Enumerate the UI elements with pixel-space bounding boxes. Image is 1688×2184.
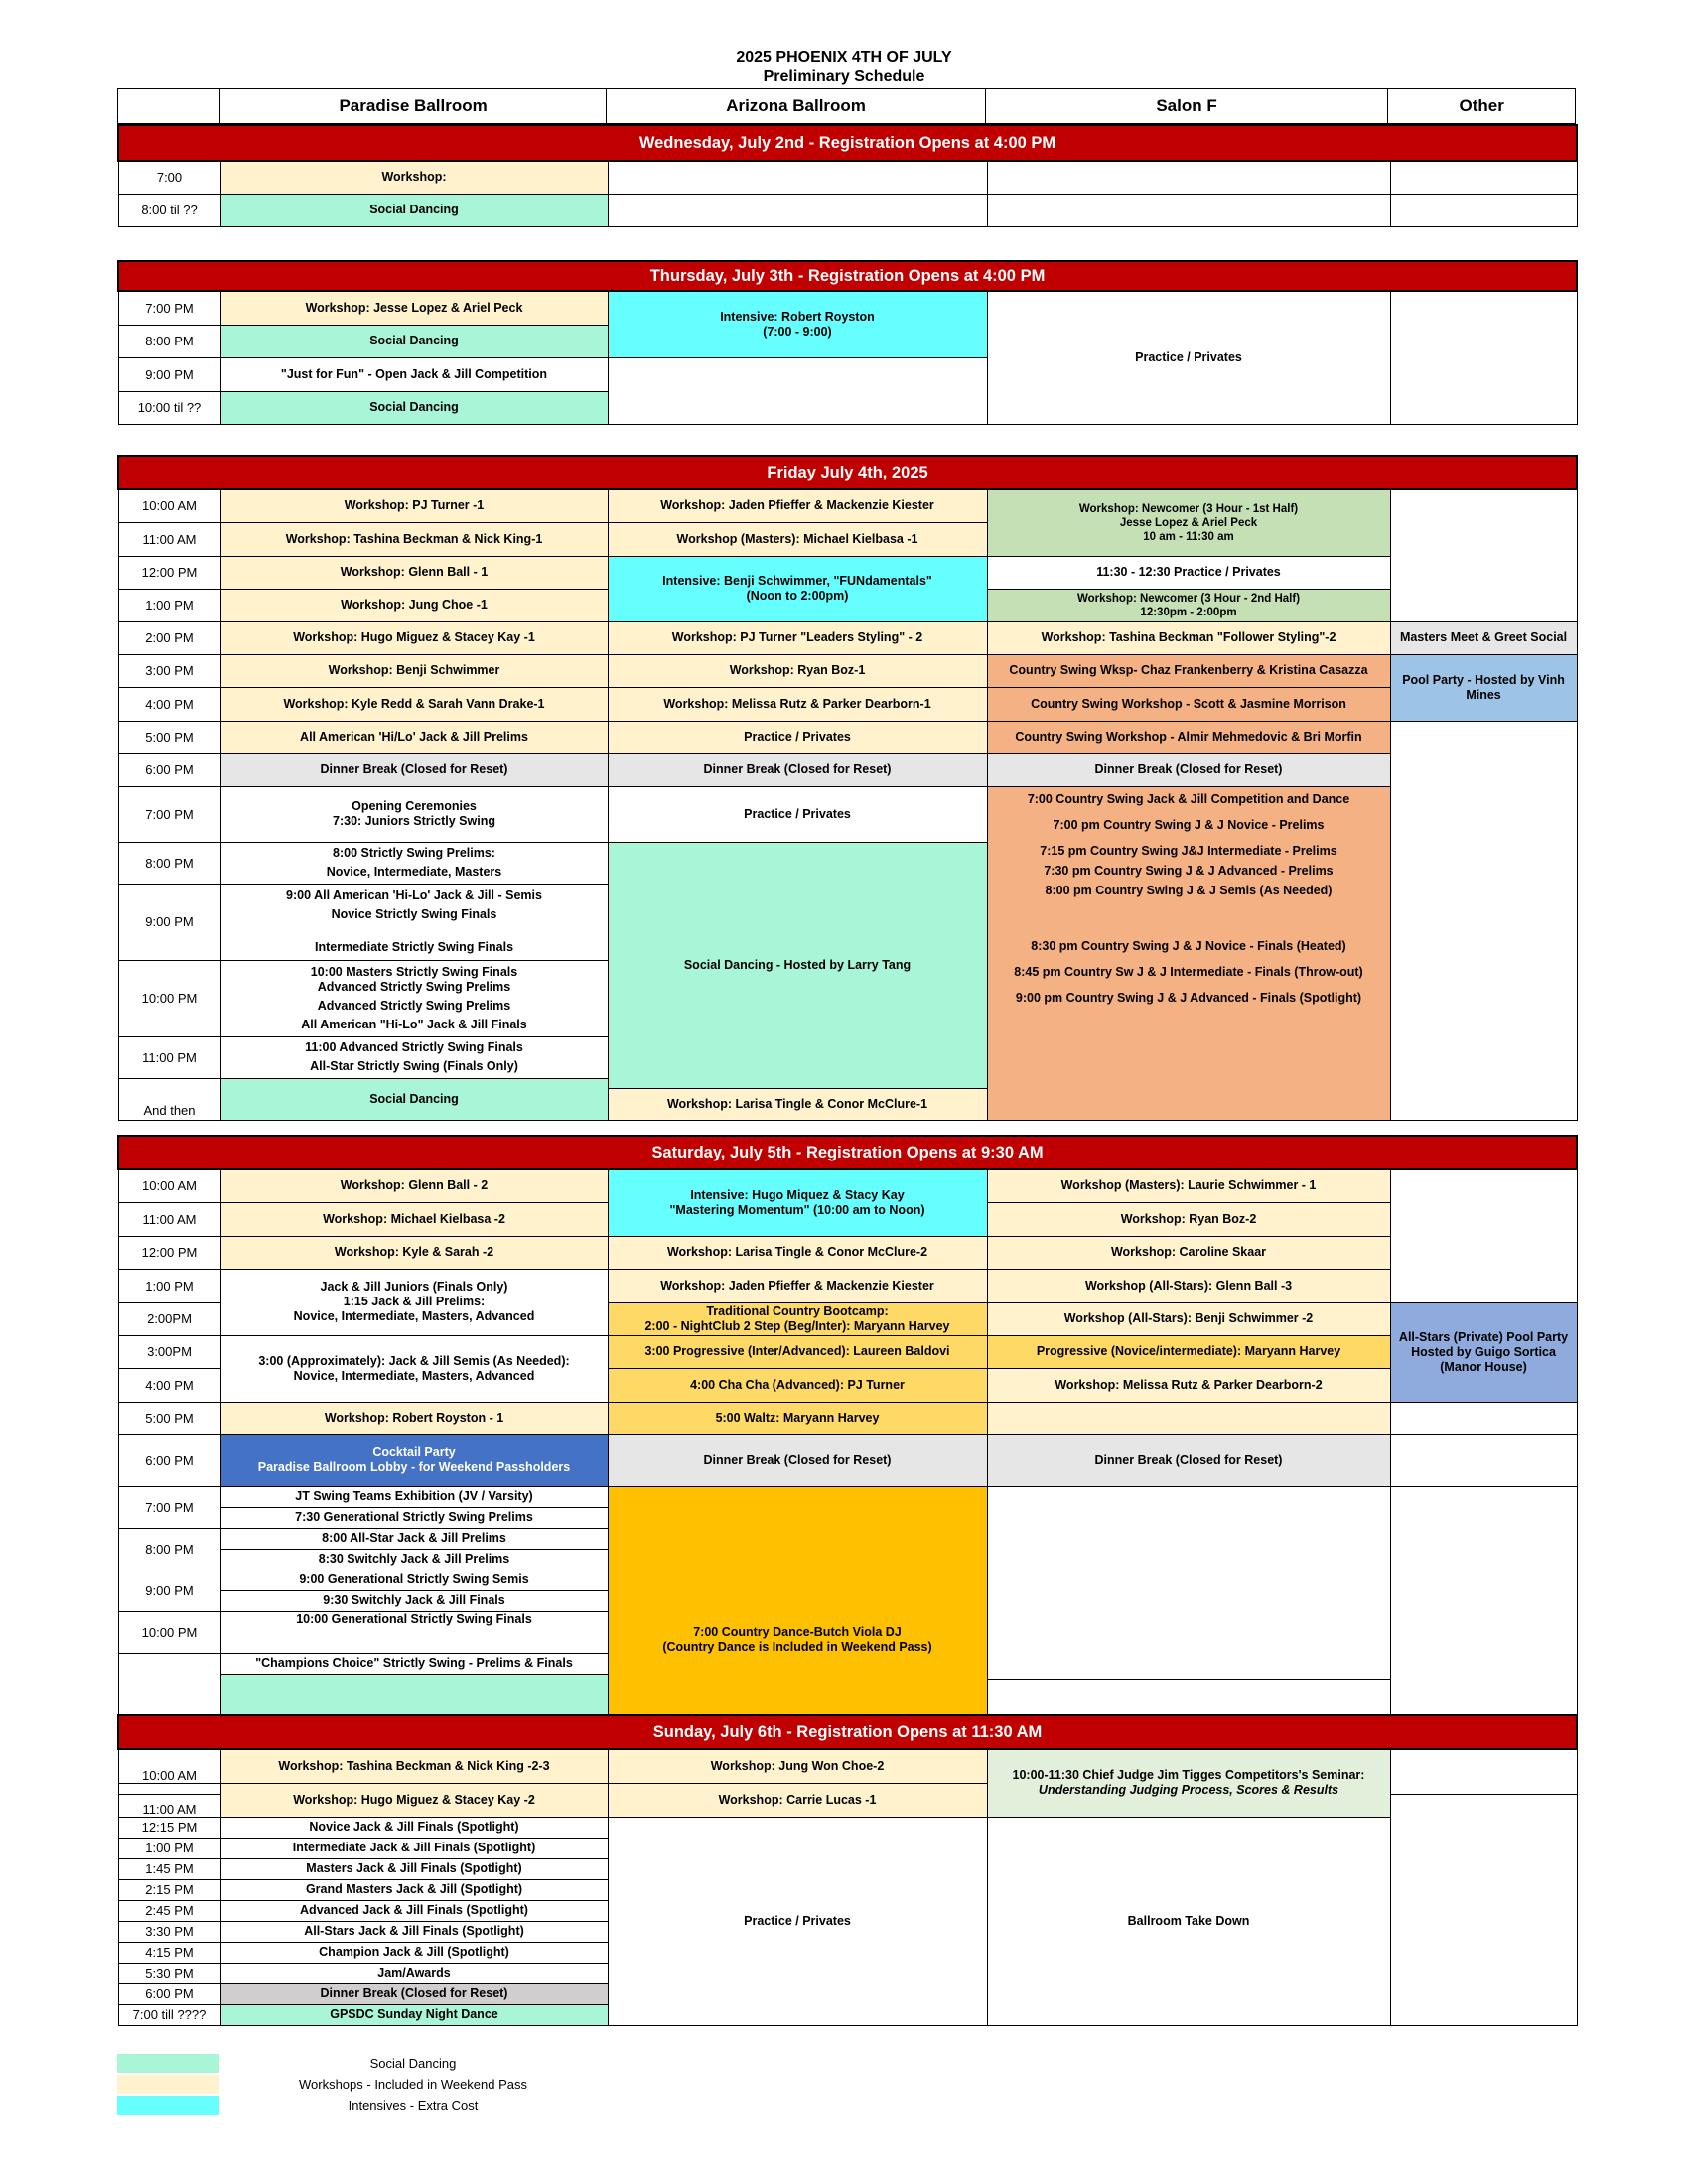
event-cell: "Champions Choice" Strictly Swing - Prelims & Finals: [220, 1653, 608, 1674]
time-cell: 5:30 PM: [118, 1963, 220, 1983]
time-cell: 8:00 PM: [118, 842, 220, 884]
empty-cell: [1390, 194, 1577, 226]
time-cell: 10:00 PM: [118, 960, 220, 1036]
empty-cell: [987, 1486, 1390, 1680]
cell-line: 7:15 pm Country Swing J&J Intermediate - Prelims: [1040, 843, 1337, 858]
cell-line: 7:30: Juniors Strictly Swing: [333, 814, 495, 828]
time-cell: 6:00 PM: [118, 753, 220, 786]
sunday-banner: Sunday, July 6th - Registration Opens at 11:30 AM: [118, 1715, 1577, 1749]
empty-cell: [1390, 1402, 1577, 1434]
event-cell: Practice / Privates: [987, 291, 1390, 424]
event-cell: Social Dancing: [220, 194, 608, 226]
cell-line: Intensive: Hugo Miquez & Stacy Kay: [690, 1187, 905, 1202]
event-cell: 8:30 Switchly Jack & Jill Prelims: [220, 1549, 608, 1570]
event-cell: Workshop: Melissa Rutz & Parker Dearborn-2: [987, 1368, 1390, 1402]
cell-line: 1:15 Jack & Jill Prelims:: [343, 1295, 486, 1308]
time-cell: 7:00 till ????: [118, 2004, 220, 2025]
cell-line: (7:00 - 9:00): [763, 324, 832, 339]
time-cell: And then: [118, 1078, 220, 1120]
time-cell: 8:00 PM: [118, 1528, 220, 1570]
event-cell: 9:30 Switchly Jack & Jill Finals: [220, 1590, 608, 1611]
cell-line: 9:00 pm Country Swing J & J Advanced - Finals (Spotlight): [1015, 990, 1362, 1005]
event-cell: Champion Jack & Jill (Spotlight): [220, 1942, 608, 1963]
event-cell: Workshop: Larisa Tingle & Conor McClure-1: [608, 1088, 987, 1120]
saturday-banner: Saturday, July 5th - Registration Opens at 9:30 AM: [118, 1136, 1577, 1169]
event-cell: Workshop: Tashina Beckman & Nick King-1: [220, 522, 608, 556]
cell-line: Workshop: Newcomer (3 Hour - 2nd Half): [1076, 592, 1301, 605]
legend-item: [117, 2053, 607, 2074]
event-cell: Workshop: PJ Turner -1: [220, 489, 608, 522]
time-cell: 7:00 PM: [118, 786, 220, 842]
event-cell: Social Dancing - Hosted by Larry Tang: [608, 842, 987, 1088]
cell-line: Hosted by Guigo Sortica: [1411, 1344, 1556, 1359]
column-header-arizona: Arizona Ballroom: [607, 89, 985, 123]
time-cell: 4:00 PM: [118, 687, 220, 721]
legend-swatch-social: [117, 2054, 219, 2073]
event-cell: Social Dancing: [220, 391, 608, 424]
time-cell: 10:00 AM: [118, 489, 220, 522]
empty-cell: [1390, 721, 1577, 1120]
event-cell: JT Swing Teams Exhibition (JV / Varsity): [220, 1486, 608, 1507]
event-cell: Advanced Jack & Jill Finals (Spotlight): [220, 1900, 608, 1921]
event-cell: [220, 842, 608, 884]
time-cell: 11:00 AM: [118, 1202, 220, 1236]
legend-swatch-intensive: [117, 2096, 219, 2115]
event-cell: Country Swing Wksp- Chaz Frankenberry & Kristina Casazza: [987, 654, 1390, 687]
time-cell: 8:00 PM: [118, 325, 220, 357]
schedule-subtitle: Preliminary Schedule: [763, 68, 925, 85]
event-cell: Masters Jack & Jill Finals (Spotlight): [220, 1858, 608, 1879]
cell-line: All-Stars (Private) Pool Party: [1398, 1329, 1569, 1344]
time-cell: 1:00 PM: [118, 589, 220, 621]
cell-line: 12:30pm - 2:00pm: [1140, 606, 1237, 618]
event-cell: Practice / Privates: [608, 1817, 987, 2025]
column-header-row: [117, 88, 1576, 124]
time-cell: 5:00 PM: [118, 1402, 220, 1434]
cocktail-party-cell: [220, 1434, 608, 1486]
legend-label: Social Dancing: [369, 2056, 457, 2071]
event-cell: [220, 1036, 608, 1078]
event-cell: Workshop (All-Stars): Benji Schwimmer -2: [987, 1302, 1390, 1335]
time-cell: 11:00 PM: [118, 1036, 220, 1078]
cell-line: Paradise Ballroom Lobby - for Weekend Passholders: [257, 1460, 571, 1474]
event-cell: Pool Party - Hosted by Vinh Mines: [1390, 654, 1577, 721]
event-cell: Intermediate Jack & Jill Finals (Spotlight): [220, 1838, 608, 1858]
time-cell: 7:00 PM: [118, 1486, 220, 1528]
cell-line: 11:00 Advanced Strictly Swing Finals: [305, 1040, 523, 1054]
time-cell: 10:00 til ??: [118, 391, 220, 424]
event-cell: Ballroom Take Down: [987, 1817, 1390, 2025]
schedule-title: [0, 48, 1688, 87]
empty-cell: [1390, 1169, 1577, 1302]
event-cell: 5:00 Waltz: Maryann Harvey: [608, 1402, 987, 1434]
time-cell: 5:00 PM: [118, 721, 220, 753]
time-cell: 9:00 PM: [118, 1570, 220, 1611]
cell-line: 7:30 pm Country Swing J & J Advanced - Prelims: [1044, 863, 1334, 878]
empty-cell: [987, 1402, 1390, 1434]
empty-cell: [987, 161, 1390, 194]
event-cell: Social Dancing: [220, 1078, 608, 1120]
cell-line: 10:00-11:30 Chief Judge Jim Tigges Competitors's Seminar:: [1012, 1768, 1365, 1783]
time-cell: 3:00PM: [118, 1335, 220, 1368]
column-header-other: Other: [1459, 96, 1504, 115]
event-cell: Workshop: Kyle & Sarah -2: [220, 1236, 608, 1269]
time-cell: 7:00: [118, 161, 220, 194]
time-cell: 2:00PM: [118, 1302, 220, 1335]
event-cell: Practice / Privates: [608, 786, 987, 842]
event-cell: All-Stars Jack & Jill Finals (Spotlight): [220, 1921, 608, 1942]
event-cell: [220, 960, 608, 1036]
time-cell: 10:00 PM: [118, 1611, 220, 1653]
event-cell: 11:30 - 12:30 Practice / Privates: [987, 556, 1390, 589]
cell-line: All American "Hi-Lo" Jack & Jill Finals: [301, 1017, 527, 1031]
cell-line: 9:00 All American 'Hi-Lo' Jack & Jill - Semis: [286, 888, 542, 902]
event-cell: "Just for Fun" - Open Jack & Jill Competition: [220, 357, 608, 391]
event-cell: 9:00 Generational Strictly Swing Semis: [220, 1570, 608, 1590]
event-cell: 4:00 Cha Cha (Advanced): PJ Turner: [608, 1368, 987, 1402]
event-cell: Grand Masters Jack & Jill (Spotlight): [220, 1879, 608, 1900]
cell-line: 8:00 pm Country Swing J & J Semis (As Needed): [1045, 883, 1333, 897]
event-cell: Workshop: Robert Royston - 1: [220, 1402, 608, 1434]
time-cell: 10:00 AM: [118, 1169, 220, 1202]
time-cell: 3:30 PM: [118, 1921, 220, 1942]
cell-line: Intermediate Strictly Swing Finals: [314, 940, 514, 954]
event-cell: [220, 1335, 608, 1402]
event-cell: GPSDC Sunday Night Dance: [220, 2004, 608, 2025]
time-cell: 12:00 PM: [118, 556, 220, 589]
cell-line: 7:00 pm Country Swing J & J Novice - Prelims: [1053, 817, 1325, 832]
event-cell: Workshop: Glenn Ball - 2: [220, 1169, 608, 1202]
cell-line: Opening Ceremonies: [352, 799, 477, 813]
workshop-cell: [987, 589, 1390, 621]
country-swing-cell: [987, 786, 1390, 1120]
cell-line: Jack & Jill Juniors (Finals Only): [320, 1280, 508, 1294]
event-cell: Workshop: Jung Won Choe-2: [608, 1749, 987, 1783]
time-cell: 10:00 AM: [118, 1749, 220, 1783]
event-cell: Workshop: Jaden Pfieffer & Mackenzie Kiester: [608, 1269, 987, 1302]
time-cell: 8:00 til ??: [118, 194, 220, 226]
event-cell: [220, 884, 608, 960]
cell-line: "Mastering Momentum" (10:00 am to Noon): [669, 1202, 925, 1217]
legend-label: Intensives - Extra Cost: [348, 2098, 479, 2113]
cell-line: 3:00 (Approximately): Jack & Jill Semis (As Needed):: [258, 1353, 570, 1368]
event-cell: Workshop:: [220, 161, 608, 194]
column-header-paradise: Paradise Ballroom: [220, 89, 607, 123]
event-cell: Progressive (Novice/intermediate): Maryann Harvey: [987, 1335, 1390, 1368]
event-cell: [220, 786, 608, 842]
empty-cell: [1390, 489, 1577, 621]
event-cell: Workshop: Kyle Redd & Sarah Vann Drake-1: [220, 687, 608, 721]
event-cell: Workshop: Tashina Beckman "Follower Styling"-2: [987, 621, 1390, 654]
cell-line: 8:00 Strictly Swing Prelims:: [333, 846, 495, 860]
cell-line: Intensive: Benji Schwimmer, "FUNdamentals": [662, 574, 932, 588]
legend-swatch-workshop: [117, 2075, 219, 2094]
event-cell: Dinner Break (Closed for Reset): [608, 1434, 987, 1486]
legend-item: [117, 2095, 607, 2116]
event-cell: Workshop: Benji Schwimmer: [220, 654, 608, 687]
cell-line: Intensive: Robert Royston: [720, 309, 875, 324]
legend: [117, 2053, 607, 2116]
time-cell: 12:15 PM: [118, 1817, 220, 1838]
event-cell: Workshop: PJ Turner "Leaders Styling" - 2: [608, 621, 987, 654]
time-cell: 6:00 PM: [118, 1983, 220, 2004]
intensive-cell: [608, 556, 987, 621]
cell-line: Traditional Country Bootcamp:: [706, 1303, 889, 1318]
time-cell: 11:00 AM: [118, 1783, 220, 1817]
cell-line: (Country Dance is Included in Weekend Pass): [662, 1640, 932, 1654]
cell-line: Jesse Lopez & Ariel Peck: [1119, 516, 1258, 529]
time-cell: 2:45 PM: [118, 1900, 220, 1921]
sunday-table: [117, 1714, 1578, 2026]
cell-line: Workshop: Newcomer (3 Hour - 1st Half): [1078, 502, 1299, 515]
time-cell: 7:00 PM: [118, 291, 220, 325]
cell-line: Understanding Judging Process, Scores & Results: [1038, 1783, 1339, 1798]
event-cell: 7:30 Generational Strictly Swing Prelims: [220, 1507, 608, 1528]
time-cell: 9:00 PM: [118, 884, 220, 960]
event-cell: Workshop: Caroline Skaar: [987, 1236, 1390, 1269]
event-cell: Country Swing Workshop - Almir Mehmedovic & Bri Morfin: [987, 721, 1390, 753]
cell-line: Novice, Intermediate, Masters, Advanced: [293, 1309, 535, 1323]
event-cell: All American 'Hi/Lo' Jack & Jill Prelims: [220, 721, 608, 753]
column-header-time: [118, 89, 220, 123]
cell-line: (Manor House): [1440, 1359, 1527, 1374]
event-cell: Workshop: Jung Choe -1: [220, 589, 608, 621]
event-cell: Workshop (Masters): Michael Kielbasa -1: [608, 522, 987, 556]
saturday-table: [117, 1135, 1578, 1795]
wednesday-banner: Wednesday, July 2nd - Registration Opens at 4:00 PM: [118, 125, 1577, 161]
event-cell: 3:00 Progressive (Inter/Advanced): Laureen Baldovi: [608, 1335, 987, 1368]
event-cell: [220, 1269, 608, 1335]
cell-line: Novice, Intermediate, Masters, Advanced: [293, 1368, 535, 1383]
event-cell: Workshop (Masters): Laurie Schwimmer - 1: [987, 1169, 1390, 1202]
event-cell: Workshop (All-Stars): Glenn Ball -3: [987, 1269, 1390, 1302]
event-cell: Practice / Privates: [608, 721, 987, 753]
event-cell: [1390, 1302, 1577, 1402]
friday-table: [117, 455, 1578, 1121]
event-cell: Workshop: Ryan Boz-1: [608, 654, 987, 687]
thursday-table: [117, 260, 1578, 425]
empty-cell: [1390, 161, 1577, 194]
time-cell: 4:00 PM: [118, 1368, 220, 1402]
legend-label: Workshops - Included in Weekend Pass: [298, 2077, 528, 2092]
cell-line: 7:00 Country Swing Jack & Jill Competition and Dance: [1027, 791, 1350, 806]
event-cell: Dinner Break (Closed for Reset): [987, 1434, 1390, 1486]
event-cell: Workshop: Hugo Miguez & Stacey Kay -1: [220, 621, 608, 654]
cell-line: Novice Strictly Swing Finals: [331, 907, 497, 921]
cell-line: 7:00 Country Dance-Butch Viola DJ: [693, 1625, 902, 1639]
wednesday-table: [117, 124, 1578, 227]
empty-cell: [608, 161, 987, 194]
time-cell: 1:00 PM: [118, 1269, 220, 1302]
event-cell: Workshop: Hugo Miguez & Stacey Kay -2: [220, 1783, 608, 1817]
event-cell: Dinner Break (Closed for Reset): [608, 753, 987, 786]
event-name: 2025 PHOENIX 4TH OF JULY: [736, 49, 952, 66]
time-cell: 12:00 PM: [118, 1236, 220, 1269]
time-cell: 4:15 PM: [118, 1942, 220, 1963]
friday-banner: Friday July 4th, 2025: [118, 456, 1577, 489]
empty-cell: [1390, 1434, 1577, 1486]
event-cell: Workshop: Jesse Lopez & Ariel Peck: [220, 291, 608, 325]
empty-cell: [608, 194, 987, 226]
cell-line: 10 am - 11:30 am: [1143, 530, 1234, 543]
cell-line: 8:45 pm Country Sw J & J Intermediate - Finals (Throw-out): [1014, 964, 1363, 979]
event-cell: Masters Meet & Greet Social: [1390, 621, 1577, 654]
event-cell: Workshop: Tashina Beckman & Nick King -2-3: [220, 1749, 608, 1783]
event-cell: Workshop: Larisa Tingle & Conor McClure-2: [608, 1236, 987, 1269]
time-cell: 11:00 AM: [118, 522, 220, 556]
event-cell: Workshop: Glenn Ball - 1: [220, 556, 608, 589]
intensive-cell: [608, 1169, 987, 1236]
cell-line: Novice, Intermediate, Masters: [326, 865, 502, 879]
time-cell: 1:45 PM: [118, 1858, 220, 1879]
event-cell: Dinner Break (Closed for Reset): [220, 1983, 608, 2004]
time-cell: 6:00 PM: [118, 1434, 220, 1486]
event-cell: Country Swing Workshop - Scott & Jasmine Morrison: [987, 687, 1390, 721]
event-cell: Dinner Break (Closed for Reset): [987, 753, 1390, 786]
event-cell: Social Dancing: [220, 325, 608, 357]
event-cell: Workshop: Carrie Lucas -1: [608, 1783, 987, 1817]
empty-cell: [608, 357, 987, 424]
empty-cell: [1390, 291, 1577, 424]
time-cell: 2:00 PM: [118, 621, 220, 654]
event-cell: 8:00 All-Star Jack & Jill Prelims: [220, 1528, 608, 1549]
intensive-cell: [608, 291, 987, 357]
time-cell: 2:15 PM: [118, 1879, 220, 1900]
cell-line: Advanced Strictly Swing Prelims: [317, 979, 511, 994]
cell-line: Cocktail Party: [372, 1445, 456, 1459]
event-cell: Workshop: Jaden Pfieffer & Mackenzie Kiester: [608, 489, 987, 522]
event-cell: Dinner Break (Closed for Reset): [220, 753, 608, 786]
time-cell: 9:00 PM: [118, 357, 220, 391]
cell-line: 8:30 pm Country Swing J & J Novice - Finals (Heated): [1031, 938, 1346, 953]
time-cell: 1:00 PM: [118, 1838, 220, 1858]
thursday-banner: Thursday, July 3th - Registration Opens at 4:00 PM: [118, 261, 1577, 291]
empty-cell: [987, 194, 1390, 226]
event-cell: Jam/Awards: [220, 1963, 608, 1983]
cell-line: 10:00 Masters Strictly Swing Finals: [310, 964, 518, 979]
event-cell: 10:00 Generational Strictly Swing Finals: [220, 1611, 608, 1653]
workshop-cell: [987, 489, 1390, 556]
event-cell: [608, 1302, 987, 1335]
column-header-salon-f: Salon F: [986, 89, 1388, 123]
time-cell: 3:00 PM: [118, 654, 220, 687]
event-cell: Workshop: Ryan Boz-2: [987, 1202, 1390, 1236]
legend-item: [117, 2074, 607, 2095]
event-cell: Workshop: Melissa Rutz & Parker Dearborn-1: [608, 687, 987, 721]
event-cell: Workshop: Michael Kielbasa -2: [220, 1202, 608, 1236]
event-cell: Novice Jack & Jill Finals (Spotlight): [220, 1817, 608, 1838]
cell-line: All-Star Strictly Swing (Finals Only): [310, 1059, 518, 1073]
empty-cell: [1390, 1749, 1577, 2025]
cell-line: Advanced Strictly Swing Prelims: [317, 998, 511, 1013]
cell-line: (Noon to 2:00pm): [746, 589, 849, 603]
seminar-cell: [987, 1749, 1390, 1817]
cell-line: 2:00 - NightClub 2 Step (Beg/Inter): Maryann Harvey: [644, 1318, 950, 1333]
